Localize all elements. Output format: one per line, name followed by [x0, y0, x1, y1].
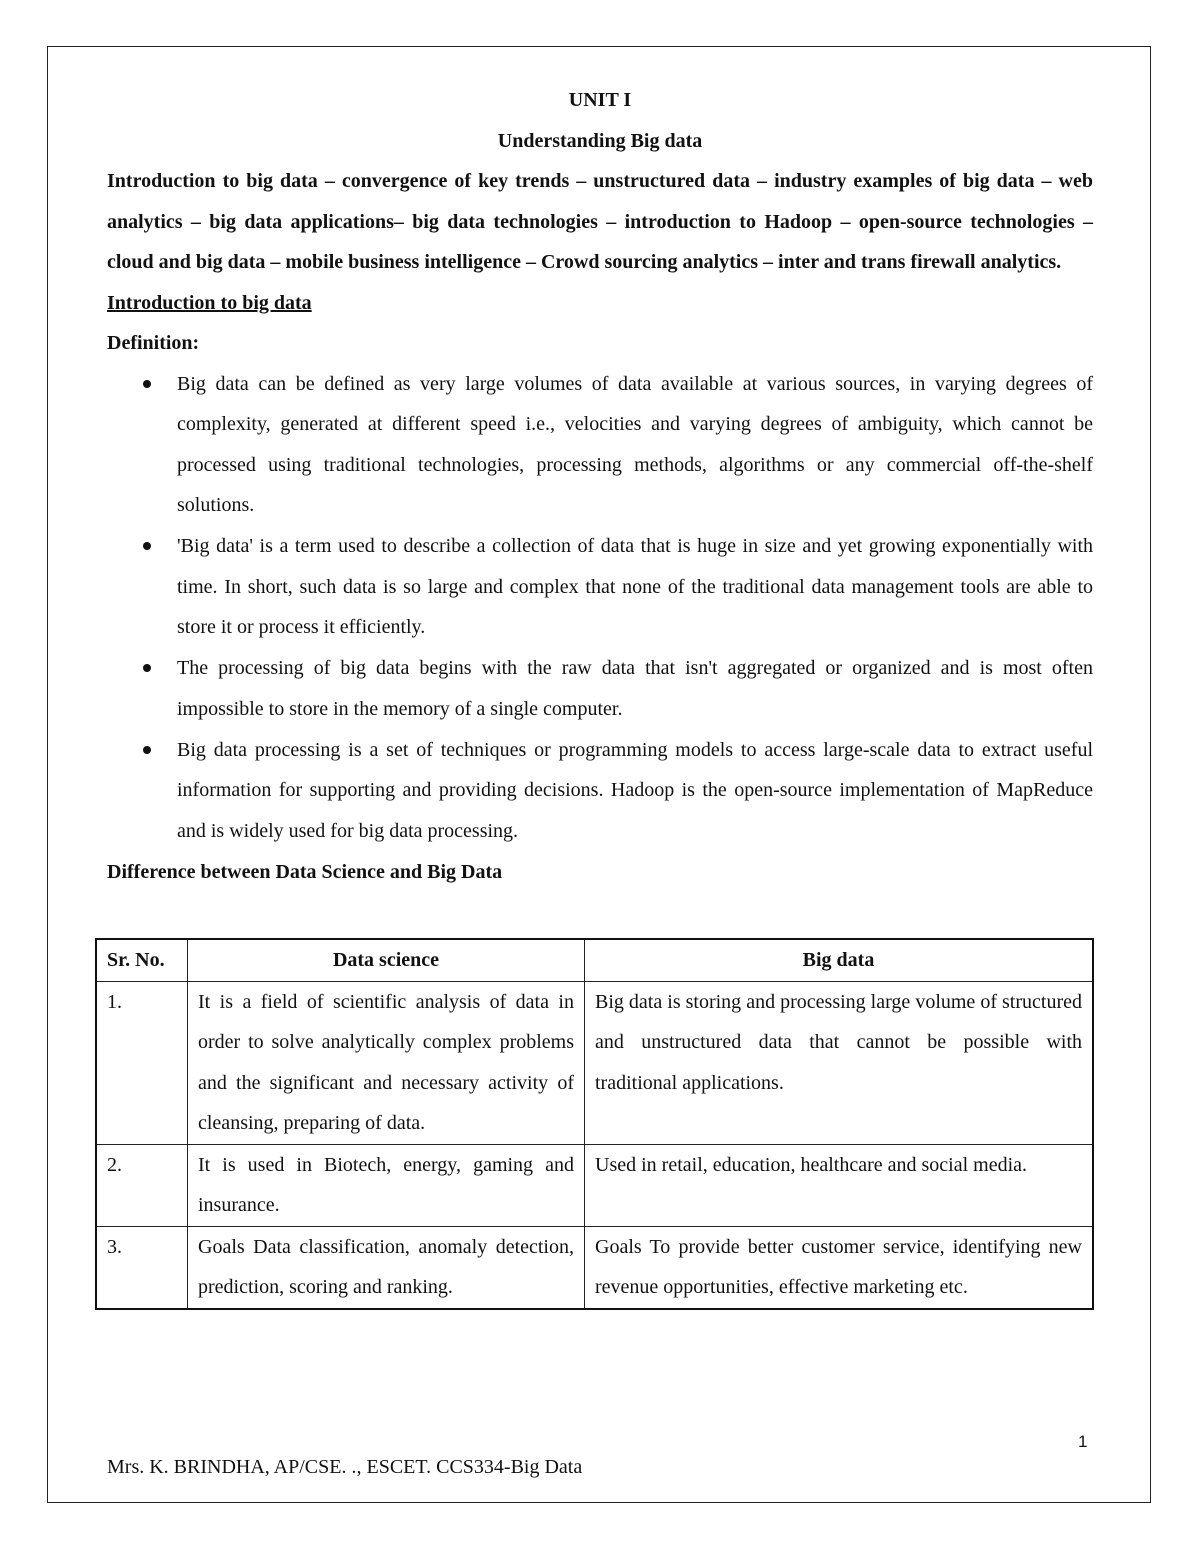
- bullet-icon: [143, 380, 151, 388]
- section-heading: Introduction to big data: [107, 291, 312, 314]
- cell-data-science: It is a field of scientific analysis of data in order to solve analytically complex problems and the significant and necessary activity of cleansing, preparing of data.: [188, 981, 585, 1144]
- cell-data-science: It is used in Biotech, energy, gaming and insurance.: [188, 1144, 585, 1226]
- comparison-table: [95, 938, 1094, 1310]
- cell-big-data: Big data is storing and processing large volume of structured and unstructured data that cannot be possible with traditional applications.: [585, 981, 1094, 1144]
- table-row: [96, 981, 1093, 1144]
- table-row: [96, 1226, 1093, 1309]
- cell-big-data: Used in retail, education, healthcare and social media.: [585, 1144, 1094, 1226]
- column-header-big-data: Big data: [585, 939, 1094, 981]
- column-header-sr-no: Sr. No.: [96, 939, 188, 981]
- definition-label: Definition:: [107, 332, 200, 354]
- cell-sr-no: 2.: [96, 1144, 188, 1226]
- list-item: [107, 730, 1093, 852]
- unit-subtitle: Understanding Big data: [497, 129, 703, 152]
- bullet-icon: [143, 542, 151, 550]
- table-heading: Difference between Data Science and Big Data: [107, 860, 503, 883]
- page-footer: Mrs. K. BRINDHA, AP/CSE. ., ESCET. CCS334-Big Data: [107, 1456, 583, 1478]
- definition-list: [107, 364, 1093, 852]
- table-row: [96, 1144, 1093, 1226]
- bullet-icon: [143, 746, 151, 754]
- list-item-text: Big data processing is a set of techniques or programming models to access large-scale data to extract useful information for supporting and providing decisions. Hadoop is the open-source implementation of MapReduce and is widely used for big data processing.: [177, 738, 1093, 842]
- list-item-text: Big data can be defined as very large volumes of data available at various sources, in varying degrees of complexity, generated at different speed i.e., velocities and varying degrees of ambiguity, which cannot be processed using traditional technologies, processing methods, algorithms or any commercial off-the-shelf solutions.: [177, 372, 1093, 516]
- table-header-row: [96, 939, 1093, 981]
- list-item: [107, 648, 1093, 729]
- list-item-text: The processing of big data begins with the raw data that isn't aggregated or organized and is most often impossible to store in the memory of a single computer.: [177, 657, 1093, 720]
- cell-sr-no: 3.: [96, 1226, 188, 1309]
- unit-title: UNIT I: [568, 89, 632, 111]
- document-body: [107, 80, 1093, 892]
- list-item: [107, 526, 1093, 648]
- page-number: 1: [1078, 1432, 1088, 1451]
- list-item: [107, 364, 1093, 526]
- cell-big-data: Goals To provide better customer service, identifying new revenue opportunities, effective marketing etc.: [585, 1226, 1094, 1309]
- cell-sr-no: 1.: [96, 981, 188, 1144]
- list-item-text: 'Big data' is a term used to describe a collection of data that is huge in size and yet growing exponentially with time. In short, such data is so large and complex that none of the traditional data management tools are able to store it or process it efficiently.: [177, 535, 1093, 638]
- syllabus-topics: Introduction to big data – convergence of key trends – unstructured data – industry examples of big data – web analytics – big data applications– big data technologies – introduction to Hadoop – open-source technologies – cloud and big data – mobile business intelligence – Crowd sourcing analytics – inter and trans firewall analytics.: [107, 170, 1093, 273]
- cell-data-science: Goals Data classification, anomaly detection, prediction, scoring and ranking.: [188, 1226, 585, 1309]
- column-header-data-science: Data science: [188, 939, 585, 981]
- bullet-icon: [143, 664, 151, 672]
